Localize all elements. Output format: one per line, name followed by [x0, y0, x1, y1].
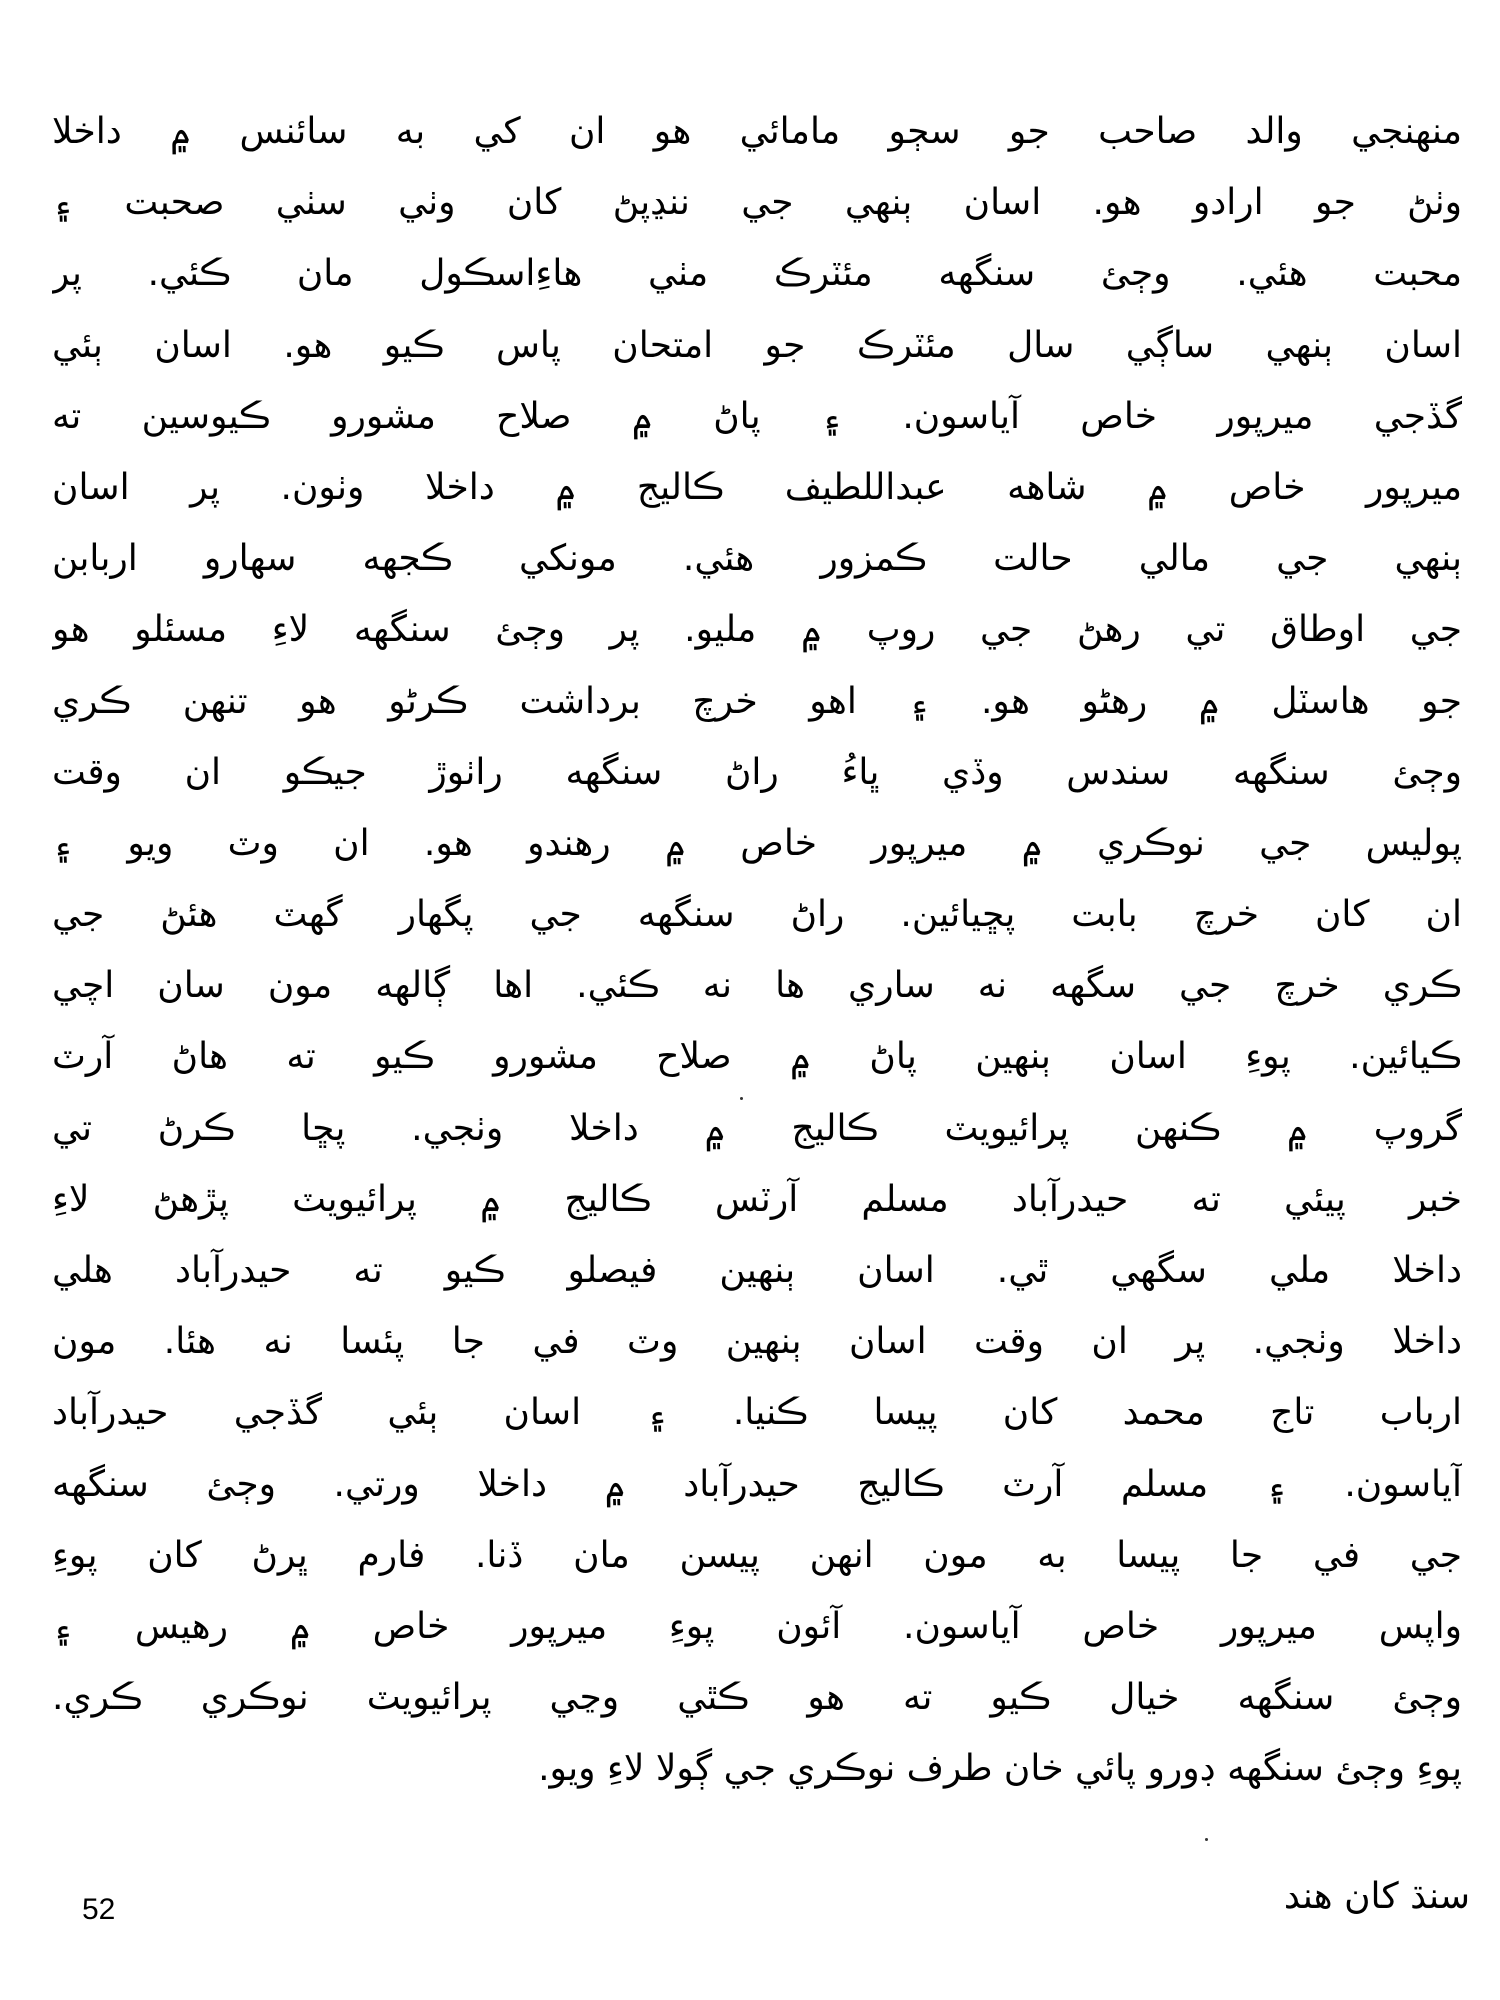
text-line: داخلا ملي سگهي ٿي. اسان ٻنهين فيصلو ڪيو ته حيدرآباد هلي	[52, 1250, 1462, 1291]
scan-speck	[740, 1097, 743, 1100]
text-line: ارباب تاج محمد کان پيسا ڪنيا. ۽ اسان ٻئي گڏجي حيدرآباد	[52, 1392, 1462, 1434]
text-line: ڪيائين. پوءِ اسان ٻنهين پاڻ ۾ صلاح مشورو ڪيو ته هاڻ آرٽ	[52, 1036, 1462, 1078]
text-line: گروپ ۾ ڪنهن پرائيويٽ ڪاليج ۾ داخلا وٺجي. پڇا ڪرڻ تي	[52, 1107, 1462, 1149]
text-line: جي اوطاق تي رهڻ جي روپ ۾ مليو. پر وڄئ سنگهه لاءِ مسئلو هو	[52, 609, 1462, 651]
scan-speck	[1205, 1838, 1208, 1841]
text-line: پوءِ وڄئ سنگهه ڊورو پائي خان طرف نوڪري جي ڳولا لاءِ ويو.	[538, 1748, 1462, 1790]
text-line: ٻنهي جي مالي حالت ڪمزور هئي. مونکي ڪجهه سهارو اربابن	[52, 538, 1462, 580]
text-line: ان کان خرچ بابت پڇيائين. راڻ سنگهه جي پگهار گهٽ هئڻ جي	[52, 894, 1462, 936]
text-line: وڄئ سنگهه سندس وڏي ڀاءُ راڻ سنگهه راٺوڙ جيڪو ان وقت	[52, 751, 1462, 793]
text-line: ميرپور خاص ۾ شاهه عبداللطيف ڪاليج ۾ داخلا وٺون. پر اسان	[52, 466, 1462, 508]
text-line: داخلا وٺجي. پر ان وقت اسان ٻنهين وٽ في جا پئسا نه هئا. مون	[52, 1321, 1462, 1363]
text-line: واپس ميرپور خاص آياسون. آئون پوءِ ميرپور خاص ۾ رهيس ۽	[52, 1605, 1462, 1647]
text-line: وڄئ سنگهه خيال ڪيو ته هو ڪٿي وڃي پرائيويٽ نوڪري ڪري.	[52, 1677, 1462, 1719]
page-number: 52	[82, 1893, 116, 1926]
text-line: گڏجي ميرپور خاص آياسون. ۽ پاڻ ۾ صلاح مشورو ڪيوسين ته	[52, 395, 1462, 437]
text-line: اسان ٻنهي ساڳي سال مئٽرڪ جو امتحان پاس ڪيو هو. اسان ٻئي	[52, 324, 1462, 366]
text-line: پوليس جي نوڪري ۾ ميرپور خاص ۾ رهندو هو. ان وٽ ويو ۽	[52, 822, 1462, 864]
body-text	[52, 96, 1462, 1805]
text-line: جي في جا پيسا به مون انهن پيسن مان ڏنا. فارم ڀرڻ کان پوءِ	[52, 1534, 1462, 1576]
running-footer-book-title: سنڌ کان هند	[1283, 1876, 1470, 1917]
text-line: منهنجي والد صاحب جو سڄو مامائي هو ان کي به سائنس ۾ داخلا	[52, 111, 1462, 152]
text-line: وٺڻ جو ارادو هو. اسان ٻنهي جي ننڍپڻ کان وٺي سٺي صحبت ۽	[52, 182, 1462, 224]
text-line: جو هاسٽل ۾ رهڻو هو. ۽ اهو خرچ برداشت ڪرڻو هو تنهن ڪري	[52, 680, 1462, 722]
text-line: ڪري خرچ جي سگهه نه ساري ها نه ڪئي. اها ڳالهه مون سان اچي	[52, 965, 1462, 1007]
text-line: محبت هئي. وڄئ سنگهه مئٽرڪ مٺي هاءِاسڪول مان ڪئي. پر	[52, 253, 1462, 295]
text-line: خبر پيئي ته حيدرآباد مسلم آرٽس ڪاليج ۾ پرائيويٽ پڙهڻ لاءِ	[52, 1178, 1462, 1220]
text-line: آياسون. ۽ مسلم آرٽ ڪاليج حيدرآباد ۾ داخلا ورتي. وڄئ سنگهه	[52, 1463, 1462, 1505]
